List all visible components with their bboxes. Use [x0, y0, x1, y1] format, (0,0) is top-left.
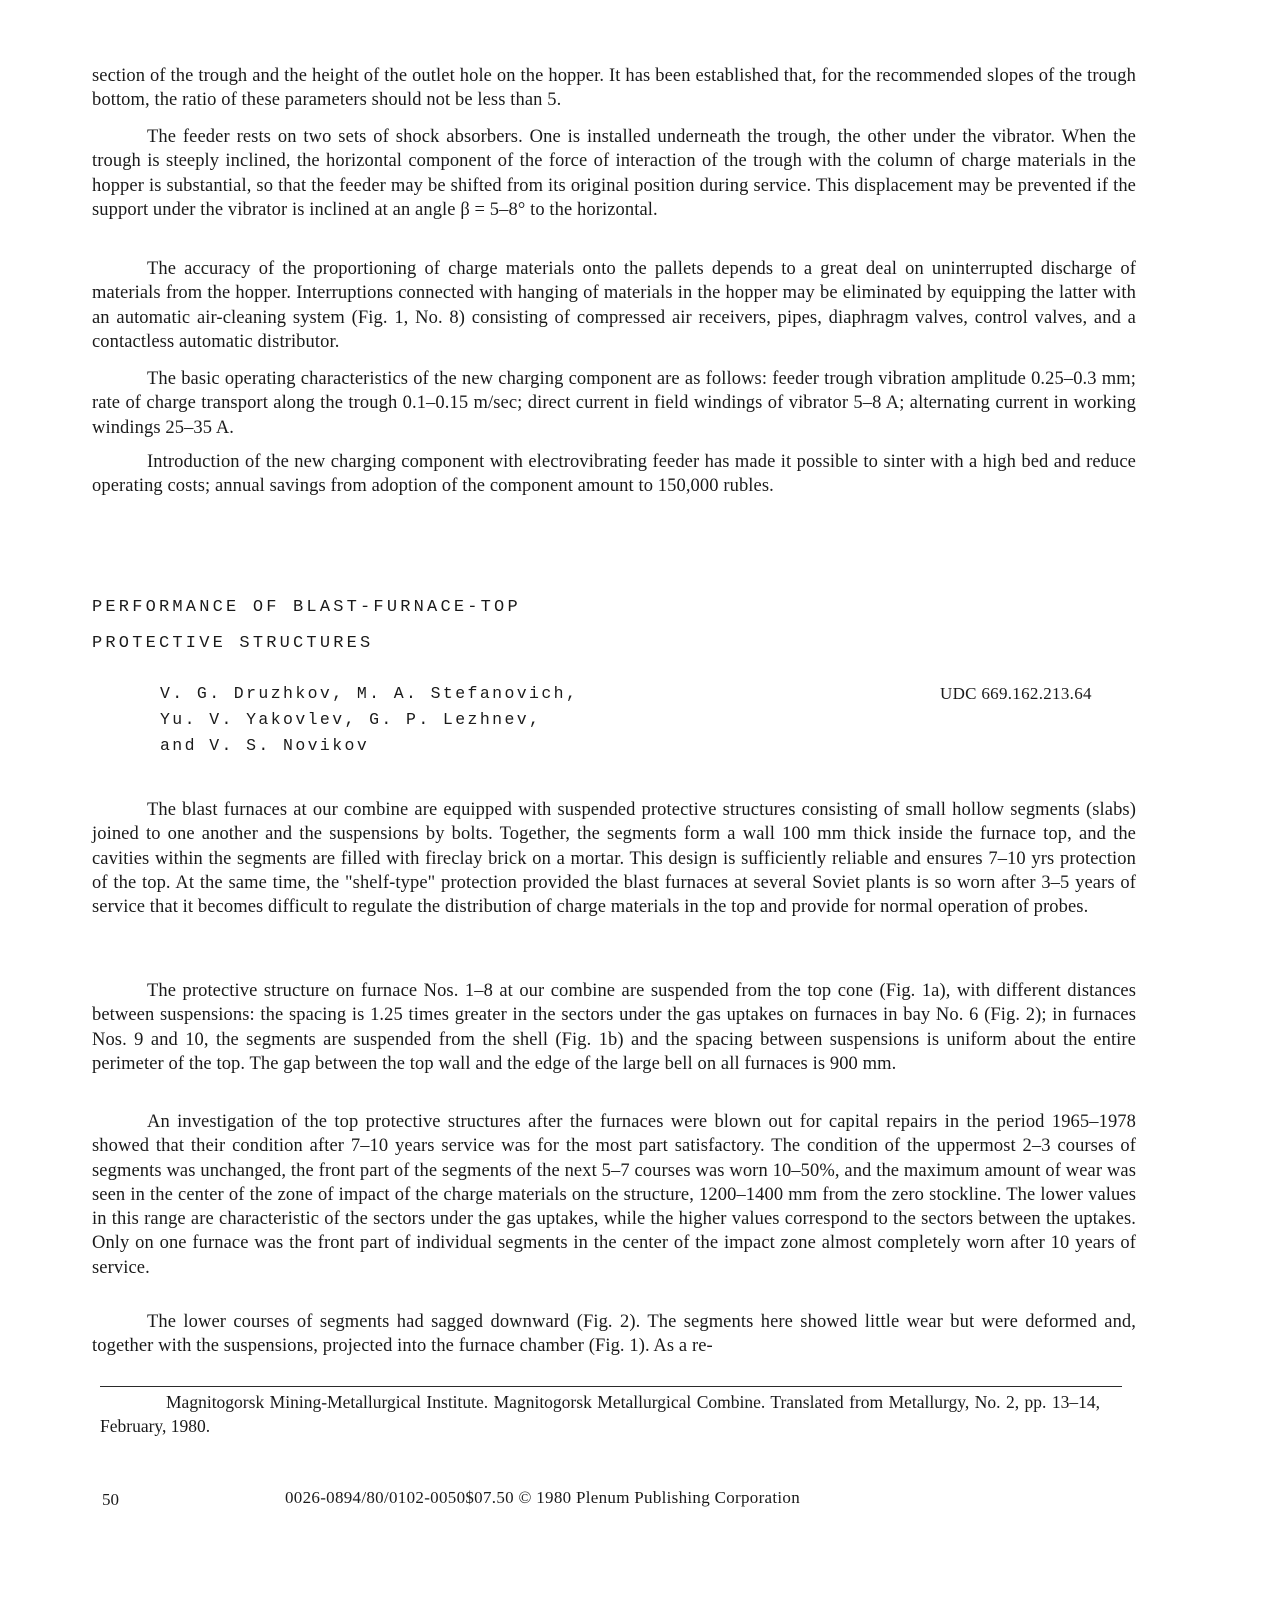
article-title-line-1: PERFORMANCE OF BLAST-FURNACE-TOP — [92, 598, 521, 617]
authors-line: Yu. V. Yakovlev, G. P. Lezhnev, — [160, 710, 542, 729]
footnote-affiliation: Magnitogorsk Mining-Metallurgical Institute. Magnitogorsk Metallurgical Combine. Translated from Metallurgy, No. 2, pp. 13–14, February, 1980. — [100, 1392, 1100, 1436]
article-title-line-2: PROTECTIVE STRUCTURES — [92, 634, 374, 653]
paragraph-suspended-structures: The blast furnaces at our combine are equipped with suspended protective structures consisting of small hollow segments (slabs) joined to one another and the suspensions by bolts. Together, the segments form a wall 100 mm thick inside the furnace top, and the cavities within the segments are filled with fireclay brick on a mortar. This design is sufficiently reliable and ensures 7–10 yrs protection of the top. At the same time, the "shelf-type" protection provided the blast furnaces at several Soviet plants is so worn after 3–5 years of service that it becomes difficult to regulate the distribution of charge materials in the top and provide for normal operation of probes. — [92, 800, 1136, 918]
paragraph-investigation-wear: An investigation of the top protective structures after the furnaces were blown out for capital repairs in the period 1965–1978 showed that their condition after 7–10 years service was for the most part satisfactory. The condition of the uppermost 2–3 courses of segments was unchanged, the front part of the segments of the next 5–7 courses was worn 10–50%, and the maximum amount of wear was seen in the center of the zone of impact of the charge materials on the structure, 1200–1400 mm from the zero stockline. The lower values in this range are characteristic of the sectors under the gas uptakes, while the higher values correspond to the sectors between the uptakes. Only on one furnace was the front part of individual segments in the center of the impact zone almost completely worn after 10 years of service. — [92, 1112, 1136, 1278]
authors-line: and V. S. Novikov — [160, 736, 370, 755]
paragraph-shock-absorbers: The feeder rests on two sets of shock absorbers. One is installed underneath the trough, the other under the vibrator. When the trough is steeply inclined, the horizontal component of the force of interaction of the trough with the column of charge materials in the hopper is substantial, so that the feeder may be shifted from its original position during service. This displacement may be prevented if the support under the vibrator is inclined at an angle β = 5–8° to the horizontal. — [92, 127, 1136, 220]
paragraph-lower-courses: The lower courses of segments had sagged downward (Fig. 2). The segments here showed little wear but were deformed and, together with the suspensions, projected into the furnace chamber (Fig. 1). As a re- — [92, 1312, 1136, 1357]
paragraph-introduction-savings: Introduction of the new charging component with electrovibrating feeder has made it possible to sinter with a high bed and reduce operating costs; annual savings from adoption of the component amount to 150,000 rubles. — [92, 452, 1136, 497]
paragraph-suspension-spacing: The protective structure on furnace Nos. 1–8 at our combine are suspended from the top cone (Fig. 1a), with different distances between suspensions: the spacing is 1.25 times greater in the sectors under the gas uptakes on furnaces in bay No. 6 (Fig. 2); in furnaces Nos. 9 and 10, the segments are suspended from the shell (Fig. 1b) and the spacing between suspensions is uniform about the entire perimeter of the top. The gap between the top wall and the edge of the large bell on all furnaces is 900 mm. — [92, 981, 1136, 1074]
paragraph-operating-characteristics: The basic operating characteristics of the new charging component are as follows: feeder trough vibration amplitude 0.25–0.3 mm; rate of charge transport along the trough 0.1–0.15 m/sec; direct current in field windings of vibrator 5–8 A; alternating current in working windings 25–35 A. — [92, 369, 1136, 438]
page-number: 50 — [102, 1490, 119, 1509]
copyright-line: 0026-0894/80/0102-0050$07.50 © 1980 Plenum Publishing Corporation — [285, 1488, 801, 1507]
footnote-divider — [100, 1386, 1122, 1387]
authors-line: V. G. Druzhkov, M. A. Stefanovich, — [160, 684, 579, 703]
article-authors — [160, 681, 578, 759]
paragraph-proportioning: The accuracy of the proportioning of charge materials onto the pallets depends to a great deal on uninterrupted discharge of materials from the hopper. Interruptions connected with hanging of materials in the hopper may be eliminated by equipping the latter with an automatic air-cleaning system (Fig. 1, No. 8) consisting of compressed air receivers, pipes, diaphragm valves, control valves, and a contactless automatic distributor. — [92, 259, 1136, 352]
paragraph-trough-ratio: section of the trough and the height of the outlet hole on the hopper. It has been established that, for the recommended slopes of the trough bottom, the ratio of these parameters should not be less than 5. — [92, 66, 1136, 111]
udc-code: UDC 669.162.213.64 — [940, 684, 1092, 703]
